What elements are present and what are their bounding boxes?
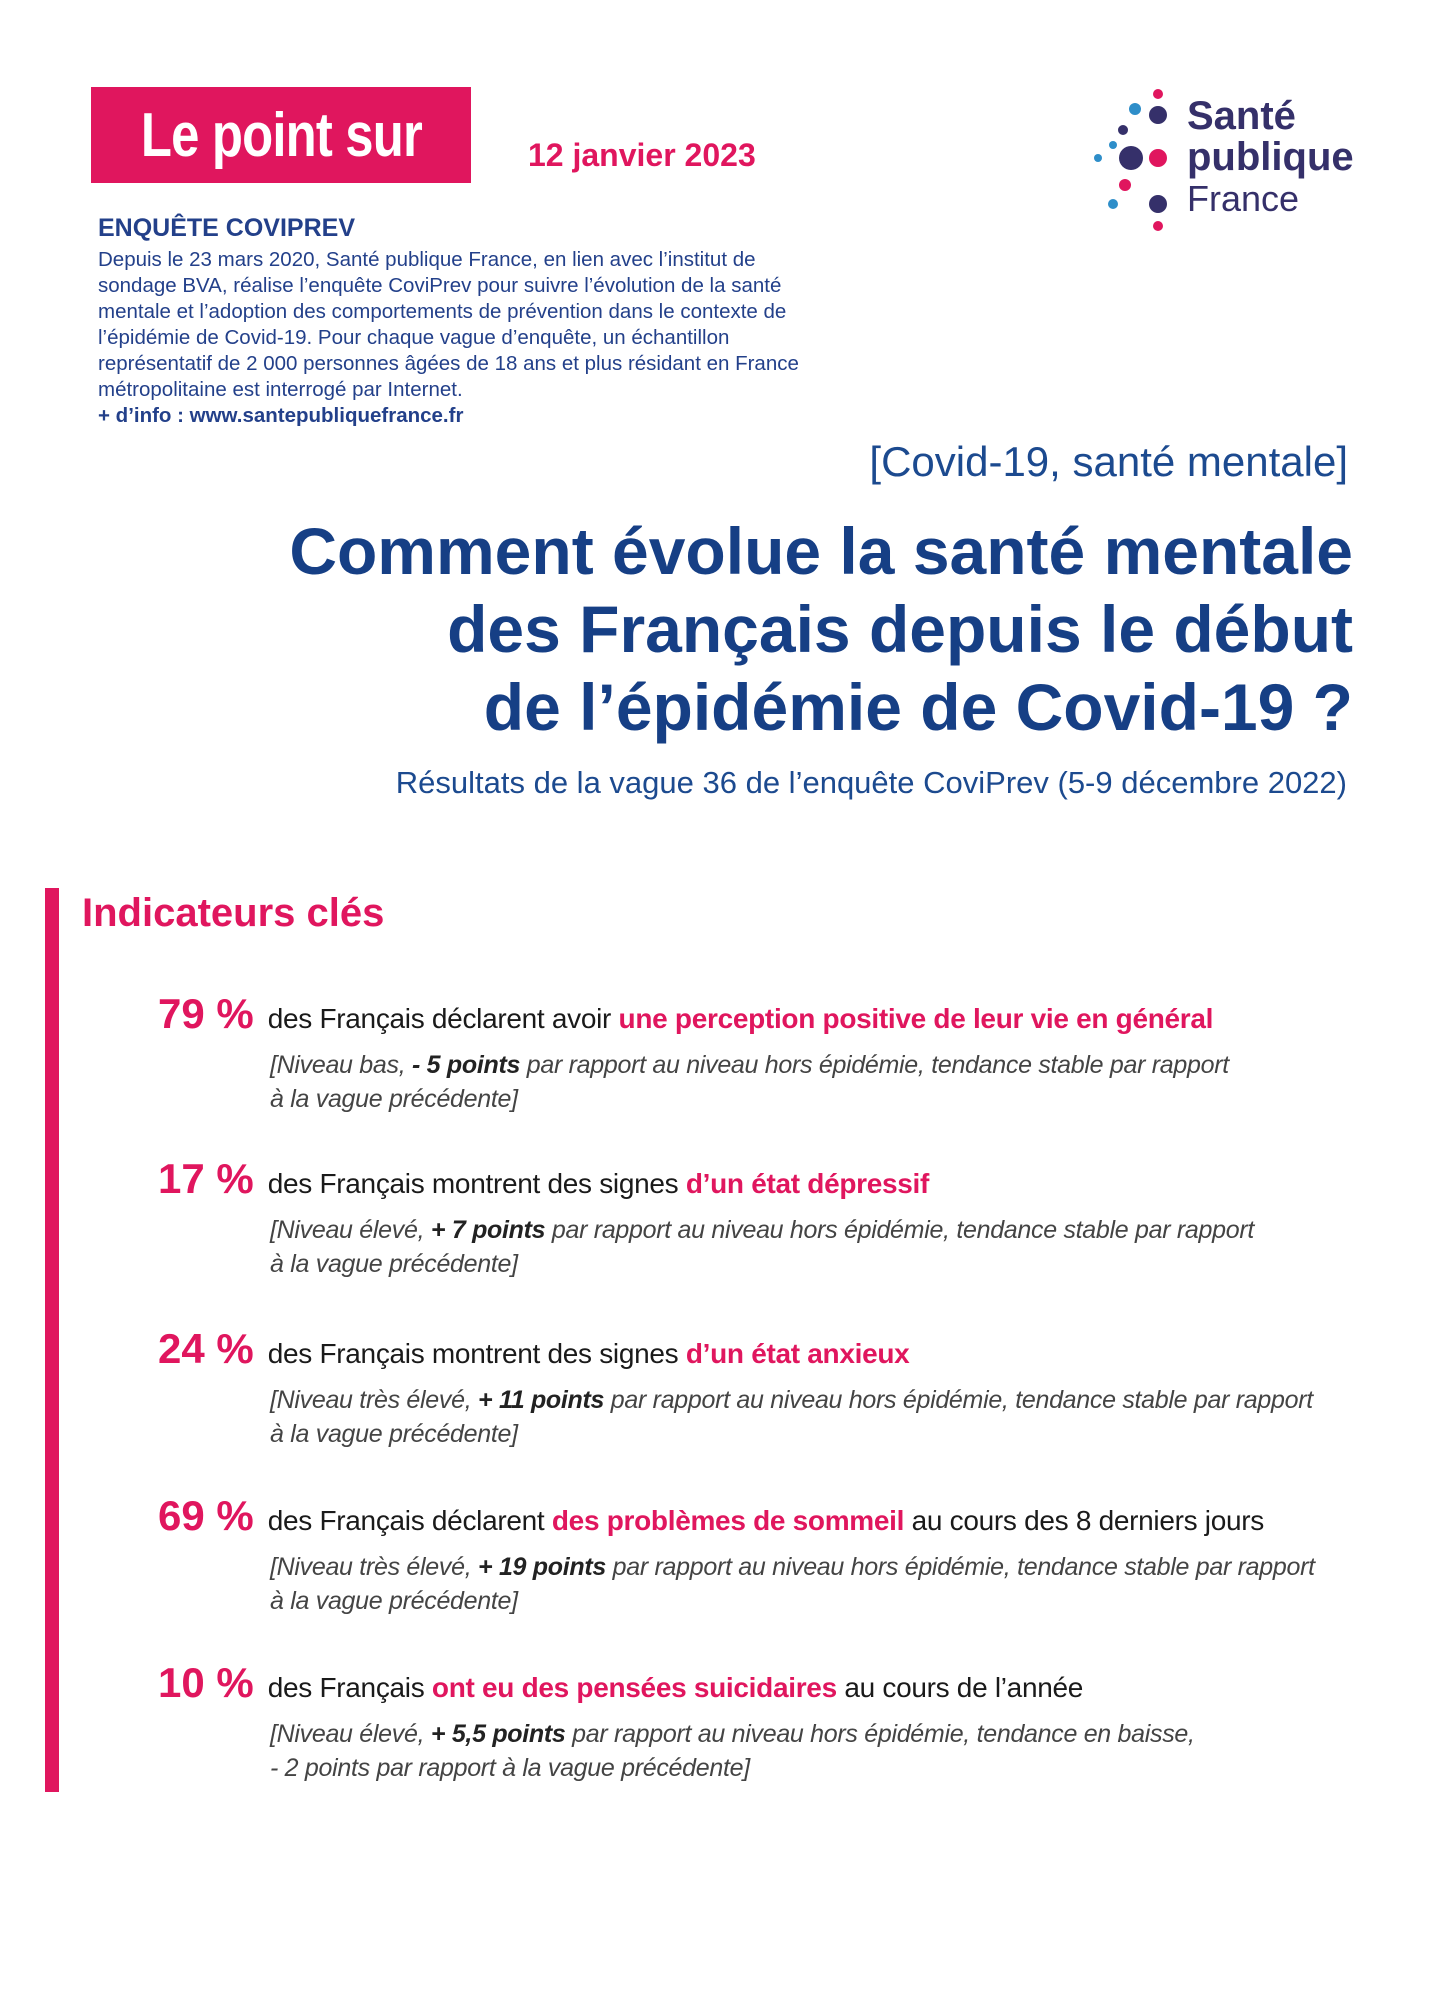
indicator-note: [Niveau élevé, + 7 points par rapport au niveau hors épidémie, tendance stable par rapport à la vague précédente]: [270, 1216, 1255, 1278]
topic-tagline: [Covid-19, santé mentale]: [869, 438, 1348, 485]
title-line-1: Comment évolue la santé mentale: [289, 514, 1353, 588]
indicator-item: [158, 1325, 1338, 1451]
survey-intro: [98, 214, 838, 429]
indicator-item: [158, 990, 1338, 1116]
indicator-note: [Niveau très élevé, + 11 points par rapport au niveau hors épidémie, tendance stable par rapport à la vague précédente]: [270, 1386, 1313, 1448]
indicator-note: [Niveau très élevé, + 19 points par rapport au niveau hors épidémie, tendance stable par rapport à la vague précédente]: [270, 1553, 1315, 1615]
badge-label: Le point sur: [140, 100, 422, 170]
section-accent-bar: [45, 888, 59, 1792]
indicator-percent: 17 %: [158, 1155, 254, 1202]
indicator-percent: 79 %: [158, 990, 254, 1037]
indicator-note: [Niveau bas, - 5 points par rapport au niveau hors épidémie, tendance stable par rapport à la vague précédente]: [270, 1051, 1229, 1113]
header-badge: [91, 87, 471, 183]
logo-mark: [1094, 89, 1167, 231]
indicator-note: [Niveau élevé, + 5,5 points par rapport au niveau hors épidémie, tendance en baisse, - 2 points par rapport à la vague précédente]: [270, 1720, 1195, 1782]
indicator-text: des Français déclarent des problèmes de sommeil au cours des 8 derniers jours: [267, 1505, 1264, 1536]
more-info-link[interactable]: + d’info : www.santepubliquefrance.fr: [98, 404, 464, 427]
indicator-percent: 24 %: [158, 1325, 254, 1372]
indicator-text: des Français ont eu des pensées suicidaires au cours de l’année: [267, 1672, 1084, 1703]
indicator-item: [158, 1659, 1338, 1785]
logo-word-france: France: [1187, 178, 1300, 219]
indicator-text: des Français montrent des signes d’un état anxieux: [267, 1338, 910, 1369]
indicator-item: [158, 1155, 1338, 1281]
intro-title: ENQUÊTE COVIPREV: [98, 214, 355, 242]
title-line-2: des Français depuis le début: [447, 592, 1353, 666]
logo-word-publique: publique: [1187, 135, 1354, 179]
indicator-percent: 10 %: [158, 1659, 254, 1706]
section-title: Indicateurs clés: [82, 891, 385, 935]
indicator-item: [158, 1492, 1338, 1618]
logo-word-sante: Santé: [1187, 94, 1296, 138]
page-title: [153, 512, 1353, 746]
indicator-percent: 69 %: [158, 1492, 254, 1539]
publication-date: 12 janvier 2023: [528, 137, 756, 173]
indicator-text: des Français déclarent avoir une perception positive de leur vie en général: [267, 1003, 1214, 1034]
logo-wordmark: [1187, 96, 1354, 219]
title-line-3: de l’épidémie de Covid-19 ?: [483, 670, 1353, 744]
indicator-text: des Français montrent des signes d’un état dépressif: [267, 1168, 930, 1199]
page-subtitle: Résultats de la vague 36 de l’enquête CoviPrev (5-9 décembre 2022): [395, 765, 1347, 800]
intro-body: Depuis le 23 mars 2020, Santé publique France, en lien avec l’institut de sondage BVA, réalise l’enquête CoviPrev pour suivre l’évolution de la santé mentale et l’adoption des comportements de prévention dans le contexte de l’épidémie de Covid-19. Pour chaque vague d’enquête, un échantillon représentatif de 2 000 personnes âgées de 18 ans et plus résidant en France métropolitaine est interrogé par Internet.: [98, 248, 799, 401]
